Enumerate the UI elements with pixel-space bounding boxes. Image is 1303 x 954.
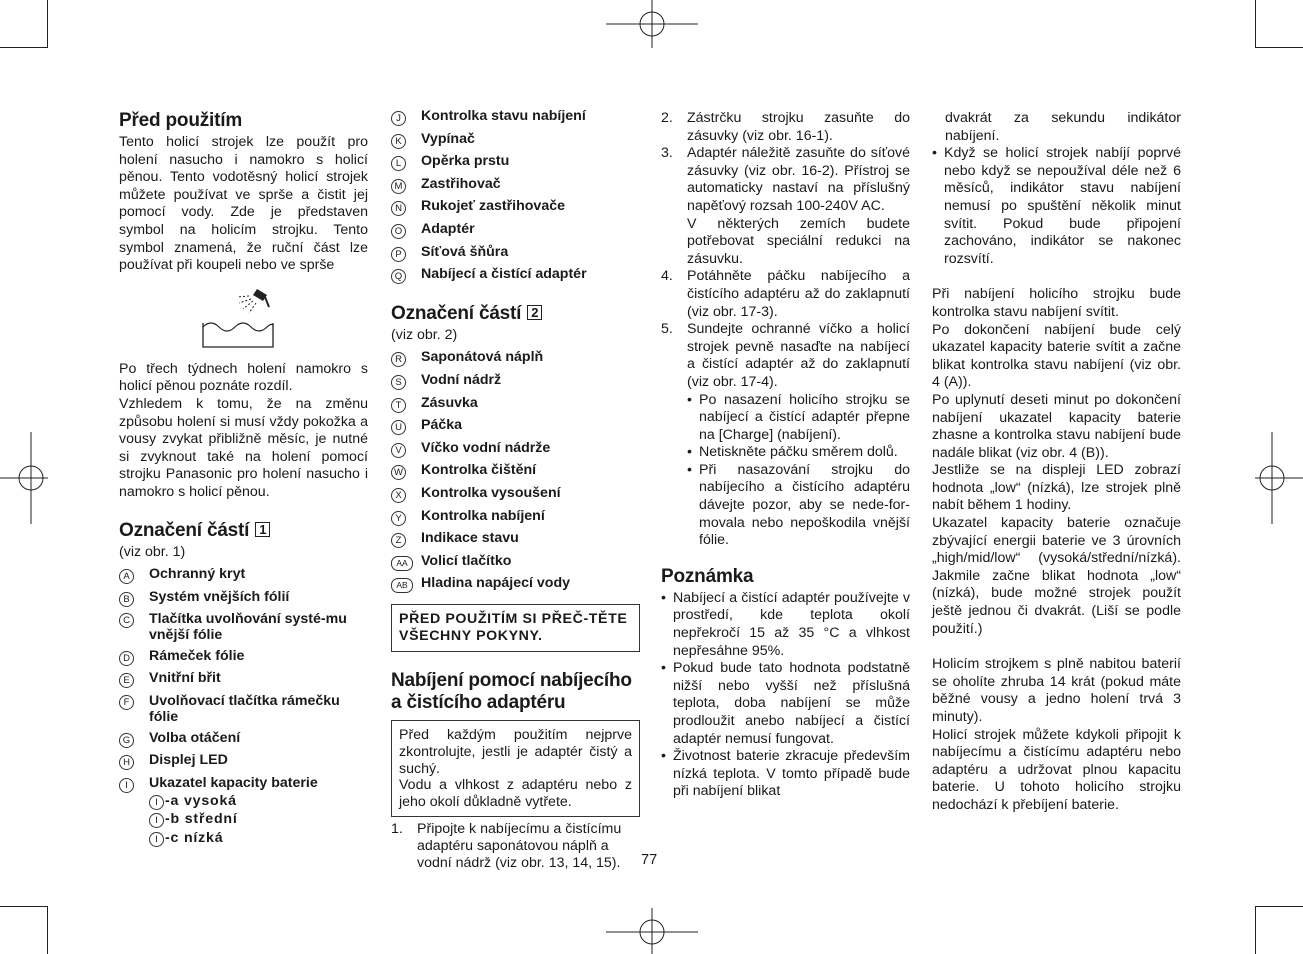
circle-letter: E [119, 673, 134, 688]
step-text: Sundejte ochranné víčko a holicí strojek pevně nasaďte na nabíjecí a čistící adaptér až do zaklapnutí (viz obr. 17-4). [687, 321, 910, 390]
list-item [119, 752, 368, 770]
paragraph: Při nabíjení holicího strojku bude kontrolka stavu nabíjení svítit. [932, 286, 1181, 320]
column-4 [932, 110, 1181, 815]
registration-mark-left [0, 432, 48, 524]
circle-letter: R [391, 352, 406, 367]
bullet-text: Netiskněte páčku směrem dolů. [699, 444, 898, 461]
step-number: 5. [661, 321, 673, 338]
paragraph-2: Vzhledem k tomu, že na změnu způsobu holení si musí vždy pokožka a vousy zvykat přibližně měsíc, je nutné si zvyknout také na holení pomocí strojku Panasonic pro holení nasucho i namokro s holicí pěnou. [119, 395, 368, 500]
list-item [391, 553, 640, 571]
crop-mark [0, 47, 48, 48]
figure-box-number: 1 [255, 522, 270, 537]
list-item [119, 670, 368, 688]
list-item [391, 131, 640, 149]
circle-letter: T [391, 398, 406, 413]
list-item [119, 611, 368, 643]
circle-letter: U [391, 420, 406, 435]
crop-mark [1255, 906, 1256, 954]
step-item [391, 821, 640, 871]
step-item [661, 216, 910, 269]
page-number: 77 [641, 852, 658, 868]
bullet-text: Když se holicí strojek nabíjí poprvé nebo když se nepoužíval déle než 6 měsíců, indikátor stavu nabíjení nemusí po spuštění několik minut svítit. Pokud bude připojení zachováno, indikátor se nakonec rozsvítí. [944, 145, 1181, 267]
list-item [391, 530, 640, 548]
circle-letter: B [119, 592, 134, 607]
registration-mark-right [1255, 432, 1303, 524]
part-label: Tlačítka uvolňování systé-mu vnější fólie [149, 611, 347, 644]
step-number: 2. [661, 110, 673, 126]
column-1 [119, 110, 368, 849]
circle-letter: M [391, 179, 406, 194]
parts-list-2 [391, 349, 640, 593]
subpart-label: -b střední [165, 811, 238, 828]
circle-letter: P [391, 247, 406, 262]
circle-letter: D [119, 651, 134, 666]
part-label: Vypínač [421, 130, 475, 147]
list-item [391, 221, 640, 239]
continued-text: dvakrát za sekundu indikátor nabíjení. [945, 110, 1181, 144]
paragraph: Po dokončení nabíjení bude celý ukazatel kapacity baterie svítit a začne blikat kontrolka stavu nabíjení (viz obr. 4 (A)). [932, 321, 1181, 391]
list-item [119, 648, 368, 666]
note-bullet: • Pokud bude tato hodnota podstatně nižší nebo vyšší než příslušná teplota, doba nabíjení se může prodloužit anebo nabíjecí a čistící adaptér nemusí fungovat. [661, 660, 910, 747]
list-item [391, 266, 640, 284]
part-label: Volba otáčení [149, 729, 241, 746]
list-item [391, 176, 640, 194]
sub-bullet: • Při nasazování strojku do nabíjecího a čistícího adaptéru dávejte pozor, aby se nede-for-movala nebo nepoškodila vnější fólie. [687, 461, 910, 549]
figure-reference: (viz obr. 2) [391, 326, 458, 343]
part-label: Systém vnějších fólií [149, 588, 290, 605]
list-item [391, 575, 640, 593]
paragraph: Po uplynutí deseti minut po dokončení nabíjení ukazatel kapacity baterie zhasne a kontrolka stavu nabíjení bude nadále blikat (viz obr. 4 (B)). [932, 391, 1181, 461]
column-3 [661, 110, 910, 801]
circle-letter: C [119, 613, 134, 628]
step-number: 4. [661, 268, 673, 285]
sub-list-item [149, 830, 368, 848]
list-item [119, 775, 368, 793]
after-icon-paragraph: Po třech týdnech holení namokro s holicí pěnou poznáte rozdíl. [119, 360, 368, 395]
circle-letter: A [119, 569, 134, 584]
parts-list-1-continued [391, 108, 640, 284]
circle-letter: Q [391, 269, 406, 284]
figure-reference: (viz obr. 1) [119, 543, 186, 560]
circle-letter: X [391, 488, 406, 503]
section-heading-charging: Nabíjení pomocí nabíjecího a čistícího adaptéru [391, 670, 632, 714]
circle-letter: I [149, 795, 164, 810]
list-item [391, 153, 640, 171]
step-item [661, 145, 910, 215]
circle-letter: J [391, 111, 406, 126]
circle-letter: Z [391, 533, 406, 548]
list-item [391, 485, 640, 503]
part-label: Indikace stavu [421, 530, 519, 547]
circle-letter: G [119, 733, 134, 748]
circle-letter: I [119, 778, 134, 793]
step-text: Potáhněte páčku nabíjecího a čistícího adaptéru až do zaklapnutí (viz obr. 17-3). [687, 268, 910, 320]
circle-letter: S [391, 375, 406, 390]
note-bullet: • Když se holicí strojek nabíjí poprvé nebo když se nepoužíval déle než 6 měsíců, indikátor stavu nabíjení nemusí po spuštění několik minut svítit. Pokud bude připojení zachováno, indikátor se nakonec rozsvítí. [932, 145, 1181, 267]
section-heading-before-use: Před použitím [119, 110, 243, 131]
circle-letter: K [391, 134, 406, 149]
list-item [391, 372, 640, 390]
part-label: Vodní nádrž [421, 371, 502, 388]
step-number: 3. [661, 145, 673, 162]
part-label: Víčko vodní nádrže [421, 439, 551, 456]
bullet-text: Nabíjecí a čistící adaptér používejte v prostředí, kde teplota okolí nepřekročí 15 až 35 °C a vlhkost nepřesáhne 95%. [673, 589, 910, 659]
column-2 [391, 108, 640, 871]
circle-letter: H [119, 755, 134, 770]
parts-list-1 [119, 566, 368, 848]
section-heading-parts-1 [119, 520, 368, 542]
part-label: Kontrolka stavu nabíjení [421, 108, 586, 124]
list-item [391, 417, 640, 435]
part-label: Displej LED [149, 752, 228, 769]
caution-box [391, 720, 640, 817]
figure-box-number: 2 [527, 305, 542, 320]
step-text: Adaptér náležitě zasuňte do síťové zásuvky (viz obr. 16-2). Přístroj se automaticky nastaví na příslušný napěťový rozsah 100-240V AC. [687, 145, 910, 214]
paragraph: Jestliže se na displeji LED zobrazí hodnota „low“ (nízká), lze strojek plně nabít během 1 hodiny. [932, 462, 1181, 514]
registration-mark-bottom [606, 908, 698, 954]
intro-paragraph: Tento holicí strojek lze použít pro holení nasucho i namokro s holicí pěnou. Tento vodotěsný holicí strojek můžete používat ve sprše a čistit jej pomocí vody. Zde je představen symbol na holicím strojku. Tento symbol znamená, že ruční část lze používat při koupeli nebo ve sprše [119, 134, 368, 274]
circle-letter: V [391, 443, 406, 458]
list-item [391, 395, 640, 413]
list-item [119, 589, 368, 607]
sub-bullet: • Po nasazení holicího strojku se nabíjecí a čistící adaptér přepne na [Charge] (nabíjení). [687, 391, 910, 443]
part-label: Rámeček fólie [149, 647, 245, 664]
list-item [119, 693, 368, 725]
crop-mark [47, 906, 48, 954]
part-label: Adaptér [421, 220, 475, 237]
circle-letter: W [391, 465, 406, 480]
heading-text: Označení částí [391, 302, 522, 324]
part-label: Nabíjecí a čistící adaptér [421, 266, 587, 283]
part-label: Saponátová náplň [421, 349, 544, 366]
circle-letter: L [391, 156, 406, 171]
sub-list-item [149, 811, 368, 829]
bullet-text: Životnost baterie zkracuje především nízká teplota. V tomto případě bude při nabíjení blikat [673, 748, 910, 800]
part-label: Hladina napájecí vody [421, 575, 571, 592]
part-label: Uvolňovací tlačítka rámečku fólie [149, 693, 340, 726]
sub-list-item [149, 793, 368, 811]
part-label: Zastřihovač [421, 175, 501, 192]
circle-letter: N [391, 201, 406, 216]
part-label: Volicí tlačítko [421, 552, 512, 569]
note-bullet: • Nabíjecí a čistící adaptér používejte v prostředí, kde teplota okolí nepřekročí 15 až 35 °C a vlhkost nepřesáhne 95%. [661, 589, 910, 659]
step-text: Připojte k nabíjecímu a čistícímu adaptéru saponátovou náplň a vodní nádrž (viz obr. 13, 14, 15). [417, 821, 622, 871]
step-text: Zástrčku strojku zasuňte do zásuvky (viz obr. 16-1). [687, 110, 910, 144]
part-label: Páčka [421, 417, 463, 434]
note-bullet: • Životnost baterie zkracuje především nízká teplota. V tomto případě bude při nabíjení blikat [661, 748, 910, 800]
paragraph: Ukazatel kapacity baterie označuje zbývající energii baterie ve 3 úrovních „high/mid/low“ (vysoká/střední/nízká). Jakmile začne blikat hodnota „low“ (nízká), bude možné strojek použít ještě jednou či dvakrát. (Liší se podle použití.) [932, 515, 1181, 637]
step-item [661, 321, 910, 391]
part-label: Síťová šňůra [421, 243, 509, 260]
step-number: 1. [391, 821, 403, 838]
part-label: Opěrka prstu [421, 153, 510, 170]
part-label: Kontrolka vysoušení [421, 484, 561, 501]
paragraph: Holicí strojek můžete kdykoli připojit k nabíjecímu a čistícímu adaptéru nebo adaptéru a udržovat plnou kapacitu baterie. U tohoto holicího strojku nedochází k přebíjení baterie. [932, 726, 1181, 813]
part-label: Rukojeť zastřihovače [421, 198, 565, 215]
bullet-text: Pokud bude tato hodnota podstatně nižší nebo vyšší než příslušná teplota, doba nabíjení se může prodloužit anebo nabíjecí a čistící adaptér nemusí fungovat. [673, 660, 910, 747]
crop-mark [1255, 906, 1303, 907]
section-heading-parts-2 [391, 303, 640, 325]
circle-letter: I [149, 813, 164, 828]
circle-letter: Y [391, 511, 406, 526]
crop-mark [0, 906, 48, 907]
part-label: Ochranný kryt [149, 566, 246, 583]
circle-letter: O [391, 224, 406, 239]
list-item [391, 440, 640, 458]
heading-text: Označení částí [119, 519, 250, 541]
subpart-label: -c nízká [165, 830, 224, 847]
part-label: Kontrolka čištění [421, 462, 537, 479]
crop-mark [1255, 0, 1256, 48]
step-item [661, 110, 910, 145]
step-number [661, 216, 687, 269]
part-label: Vnitřní břit [149, 670, 221, 687]
subpart-label: -a vysoká [165, 792, 237, 809]
caution-text: Vodu a vlhkost z adaptéru nebo z jeho okolí důkladně vytřete. [399, 777, 632, 811]
list-item [391, 508, 640, 526]
bullet-text: Při nasazování strojku do nabíjecího a čistícího adaptéru dávejte pozor, aby se nede-for-movala nebo nepoškodila vnější fólie. [699, 461, 910, 549]
list-item [391, 244, 640, 262]
crop-mark [1255, 47, 1303, 48]
warning-box: PŘED POUŽITÍM SI PŘEČ-TĚTE VŠECHNY POKYNY. [391, 604, 640, 652]
list-item [391, 462, 640, 480]
sub-bullet: • Netiskněte páčku směrem dolů. [687, 444, 898, 461]
part-label: Kontrolka nabíjení [421, 507, 545, 524]
list-item [391, 349, 640, 367]
section-heading-note: Poznámka [661, 565, 754, 587]
circle-letter: AA [391, 556, 413, 571]
list-item [391, 108, 640, 126]
step-text: V některých zemích budete potřebovat speciální redukci na zásuvku. [687, 215, 910, 267]
bullet-text: Po nasazení holicího strojku se nabíjecí a čistící adaptér přepne na [Charge] (nabíjení). [699, 391, 910, 443]
crop-mark [47, 0, 48, 48]
paragraph: Holicím strojkem s plně nabitou baterií se oholíte zhruba 14 krát (pokud máte běžné vousy a jedno holení trvá 3 minuty). [932, 656, 1181, 725]
part-label: Ukazatel kapacity baterie [149, 774, 318, 791]
list-item [119, 730, 368, 748]
circle-letter: F [119, 695, 134, 710]
step-item [661, 268, 910, 321]
circle-letter: AB [391, 578, 413, 593]
circle-letter: I [149, 832, 164, 847]
list-item [119, 566, 368, 584]
shower-bath-icon [119, 275, 368, 361]
part-label: Zásuvka [421, 394, 478, 411]
list-item [391, 198, 640, 216]
caution-text: Před každým použitím nejprve zkontrolujte, jestli je adaptér čistý a suchý. [399, 727, 632, 777]
registration-mark-top [606, 0, 698, 48]
